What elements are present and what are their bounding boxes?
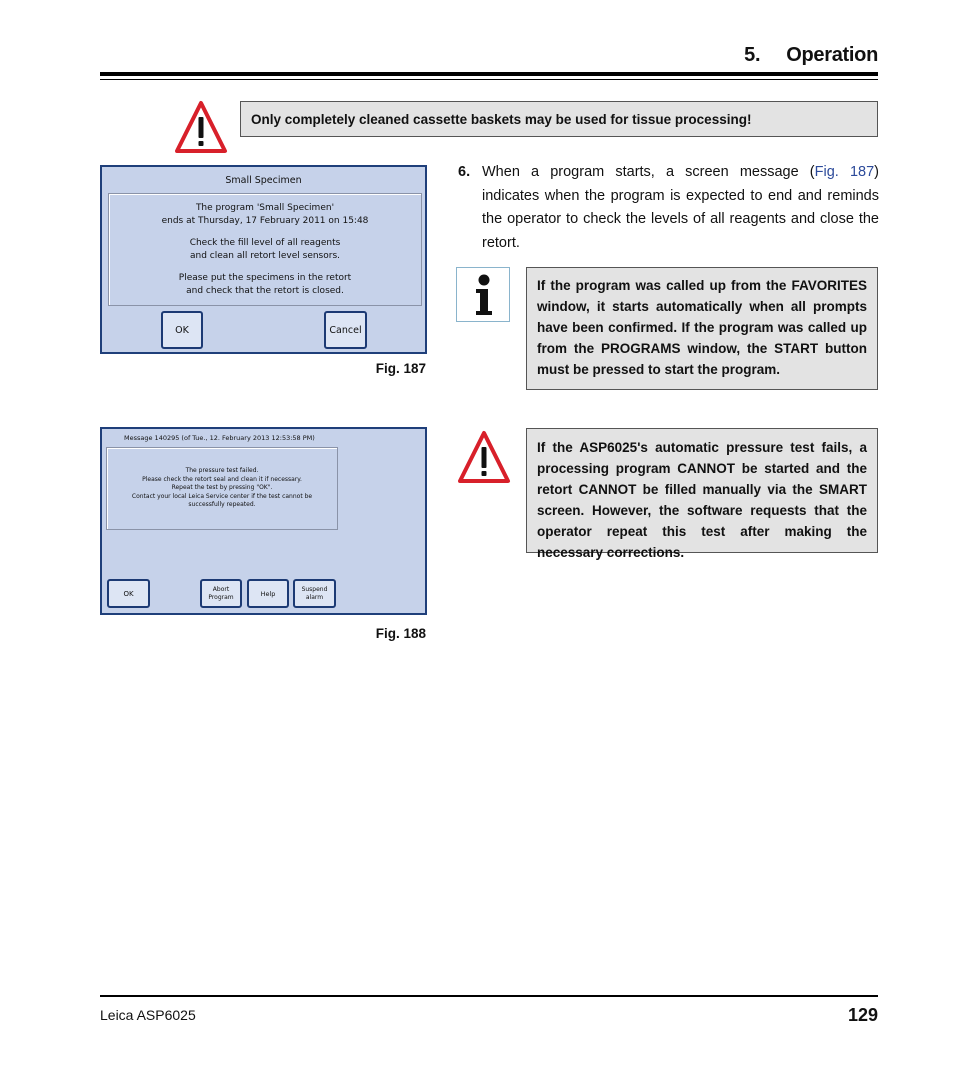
warning-callout-top [240, 101, 878, 137]
header-rule-thin [100, 79, 878, 80]
fig187-message-line: Please put the specimens in the retort [178, 273, 352, 283]
ok-button[interactable]: OK [161, 311, 203, 349]
fig187-link[interactable]: Fig. 187 [814, 164, 875, 180]
ok-button[interactable]: OK [107, 579, 150, 608]
suspend-label: Suspend [301, 585, 328, 593]
chapter-heading [744, 44, 878, 67]
fig188-caption: Fig. 188 [375, 626, 426, 641]
suspend-label: alarm [305, 593, 324, 601]
info-note-text: If the program was called up from the FAVORITES window, it starts automatically when all prompts have been confirmed. If the program was called up from the PROGRAMS window, the START button must be pressed to start the program. [537, 278, 867, 377]
help-button[interactable]: Help [247, 579, 289, 608]
header-rule [100, 72, 878, 76]
abort-label: Program [208, 593, 234, 601]
cancel-button[interactable]: Cancel [324, 311, 367, 349]
fig188-message-panel [106, 447, 338, 530]
footer-rule [100, 995, 878, 997]
fig188-screen [100, 427, 427, 615]
fig188-message-line: The pressure test failed. [185, 467, 259, 474]
warning-triangle-icon [457, 430, 511, 484]
fig187-message-line: The program 'Small Specimen' [195, 203, 335, 213]
step-text: When a program starts, a screen message ( [482, 164, 815, 180]
chapter-title: Operation [786, 44, 878, 66]
fig188-message-line: successfully repeated. [188, 501, 256, 509]
step-6 [458, 161, 879, 255]
abort-program-button[interactable] [200, 579, 242, 608]
fig187-screen [100, 165, 427, 354]
fig187-message-line: ends at Thursday, 17 February 2011 on 15:48 [161, 215, 369, 226]
warning-text: Only completely cleaned cassette baskets may be used for tissue processing! [251, 112, 752, 127]
fig187-message-line: and clean all retort level sensors. [189, 250, 341, 261]
info-icon [456, 267, 510, 322]
fig188-message-line: Contact your local Leica Service center if the test cannot be [131, 492, 313, 500]
fig187-message-line: and check that the retort is closed. [186, 285, 344, 296]
pressure-warning-callout [526, 428, 878, 560]
step-number: 6. [458, 164, 471, 180]
fig187-caption: Fig. 187 [375, 361, 426, 376]
footer-product: Leica ASP6025 [100, 1007, 196, 1023]
fig188-message-line: Please check the retort seal and clean it if necessary. [142, 475, 302, 483]
warning-triangle-icon [174, 100, 228, 154]
suspend-alarm-button[interactable] [293, 579, 336, 608]
page-number: 129 [847, 1005, 878, 1025]
fig188-dialog-title: Message 140295 (of Tue., 12. February 2013 12:53:58 PM) [124, 434, 315, 442]
fig187-message-line: Check the fill level of all reagents [189, 238, 341, 248]
fig187-message-panel [108, 193, 422, 306]
abort-label: Abort [212, 585, 230, 593]
info-callout [526, 267, 878, 390]
step-text: ) indicates when the program is expected to end and reminds the operator to check the levels of all reagents and close the retort. [482, 164, 879, 251]
chapter-number: 5. [744, 44, 761, 66]
fig188-message-line: Repeat the test by pressing "OK". [171, 484, 273, 492]
fig187-dialog-title: Small Specimen [225, 175, 302, 186]
pressure-warning-text: If the ASP6025's automatic pressure test fails, a processing program CANNOT be started and the retort CANNOT be filled manually via the SMART screen. However, the software requests that the operator repeat this test after making the necessary corrections. [537, 440, 867, 560]
